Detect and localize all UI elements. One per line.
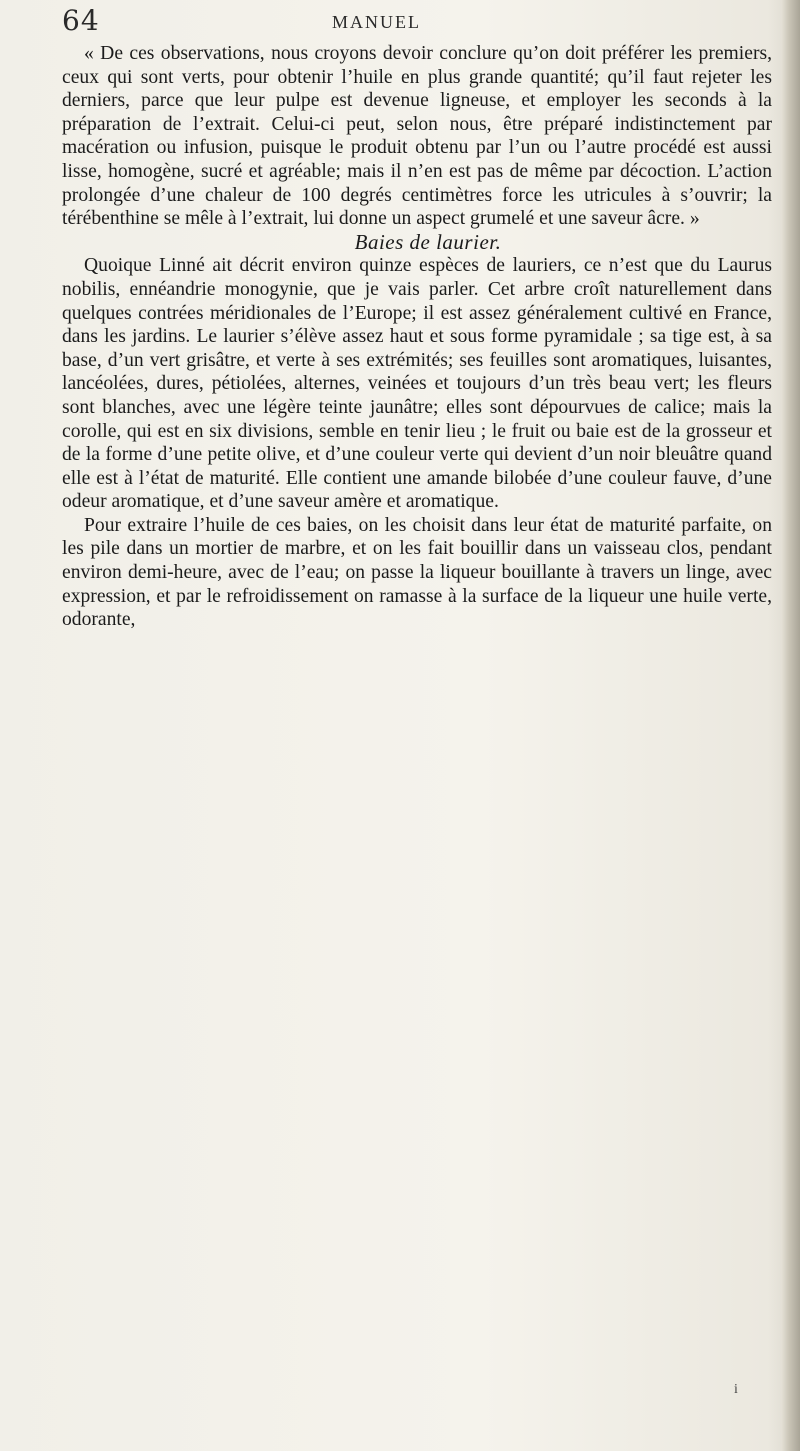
running-head: MANUEL — [332, 12, 421, 32]
page-header — [62, 4, 772, 40]
body-text — [62, 42, 772, 632]
section-heading: Baies de laurier. — [354, 229, 502, 254]
page-gutter-shadow — [782, 0, 800, 1451]
signature-mark: i — [734, 1382, 738, 1397]
page-number: 64 — [62, 4, 100, 37]
paragraph-laurel-description: Quoique Linné ait décrit environ quinze espèces de lauriers, ce n’est que du Laurus nobilis, ennéandrie monogynie, que je vais parler. Cet arbre croît naturellement dans quelques contrées méridionales de l’Europe; il est assez généralement cultivé en France, dans les jardins. Le laurier s’élève assez haut et sous forme pyramidale ; sa tige est, à sa base, d’un vert grisâtre, et verte à ses extrémités; ses feuilles sont aromatiques, luisantes, lancéolées, dures, pétiolées, alternes, veinées et toujours d’un très beau vert; les fleurs sont blanches, avec une légère teinte jaunâtre; elles sont dépourvues de calice; mais la corolle, qui est en six divisions, semble en tenir lieu ; le fruit ou baie est de la grosseur et de la forme d’une petite olive, et d’une couleur verte qui devient d’un noir bleuâtre quand elle est à l’état de maturité. Elle contient une amande bilobée d’une couleur fauve, d’une odeur aromatique, et d’une saveur amère et aromatique. — [62, 255, 772, 513]
paragraph-quote-conclusion: « De ces observations, nous croyons devoir conclure qu’on doit préférer les premiers, ceux qui sont verts, pour obtenir l’huile en plus grande quantité; qu’il faut rejeter les derniers, parce que leur pulpe est devenue ligneuse, et employer les seconds à la préparation de l’extrait. Celui-ci peut, selon nous, être préparé indistinctement par macération ou infusion, puisque le produit obtenu par l’un ou l’autre procédé est aussi lisse, homogène, sucré et agréable; mais il n’en est pas de même par décoction. L’action prolongée d’une chaleur de 100 degrés centimètres force les utricules à s’ouvrir; la térébenthine se mêle à l’extrait, lui donne un aspect grumelé et une saveur âcre. » — [62, 43, 772, 230]
paragraph-oil-extraction: Pour extraire l’huile de ces baies, on les choisit dans leur état de maturité parfaite, on les pile dans un mortier de marbre, et on les fait bouillir dans un vaisseau clos, pendant environ demi-heure, avec de l’eau; on passe la liqueur bouillante à travers un linge, avec expression, et par le refroidissement on ramasse à la surface de la liqueur une huile verte, odorante, — [62, 514, 772, 631]
